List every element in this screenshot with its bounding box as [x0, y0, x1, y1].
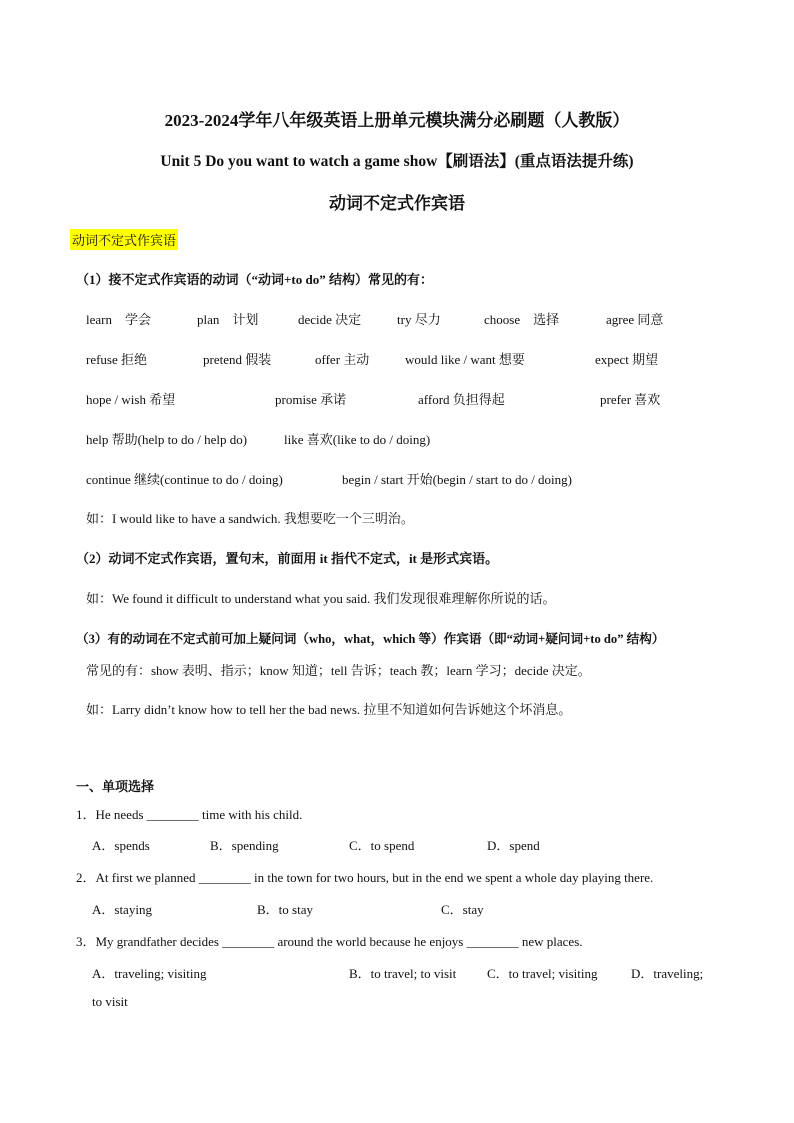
option-a[interactable]: A．spends	[92, 838, 150, 853]
option-b[interactable]: B．to stay	[257, 902, 313, 917]
verb-item: plan 计划	[197, 312, 259, 327]
option-c[interactable]: C．to spend	[349, 838, 415, 853]
verb-item: begin / start 开始(begin / start to do / doing)	[342, 472, 572, 487]
option-a[interactable]: A．staying	[92, 902, 152, 917]
point3-heading: （3）有的动词在不定式前可加上疑问词（who，what，which 等）作宾语（即“动词+疑问词+to do” 结构）	[76, 632, 665, 646]
verb-item: choose 选择	[484, 312, 560, 327]
option-d-continuation: to visit	[92, 994, 128, 1009]
verb-item: agree 同意	[606, 312, 664, 327]
verb-item: would like / want 想要	[405, 352, 525, 367]
point2-example: 如：We found it difficult to understand what you said. 我们发现很难理解你所说的话。	[86, 591, 556, 606]
option-c[interactable]: C．stay	[441, 902, 484, 917]
option-d[interactable]: D．traveling;	[631, 966, 704, 981]
option-d[interactable]: D．spend	[487, 838, 540, 853]
document-subtitle: Unit 5 Do you want to watch a game show【刷语法】(重点语法提升练)	[160, 153, 634, 170]
verb-item: pretend 假装	[203, 352, 272, 367]
point2-heading: （2）动词不定式作宾语，置句末，前面用 it 指代不定式，it 是形式宾语。	[76, 551, 499, 566]
verb-item: refuse 拒绝	[86, 352, 148, 367]
point1-heading: （1）接不定式作宾语的动词（“动词+to do” 结构）常见的有：	[76, 272, 433, 287]
point3-common: 常见的有：show 表明、指示；know 知道；tell 告诉；teach 教；learn 学习；decide 决定。	[86, 663, 591, 678]
verb-item: try 尽力	[397, 312, 441, 327]
verb-item: learn 学会	[86, 312, 151, 327]
question-stem: 2．At first we planned ________ in the town for two hours, but in the end we spent a whole day playing there.	[76, 870, 654, 885]
verb-item: offer 主动	[315, 352, 370, 367]
question-stem: 3．My grandfather decides ________ around the world because he enjoys ________ new places.	[76, 934, 583, 949]
verb-item: promise 承诺	[275, 392, 347, 407]
verb-item: afford 负担得起	[418, 392, 505, 407]
question-stem: 1．He needs ________ time with his child.	[76, 807, 303, 822]
verb-item: decide 决定	[298, 312, 362, 327]
verb-item: expect 期望	[595, 352, 659, 367]
verb-item: like 喜欢(like to do / doing)	[284, 432, 431, 447]
option-a[interactable]: A．traveling; visiting	[92, 966, 207, 981]
verb-item: continue 继续(continue to do / doing)	[86, 472, 283, 487]
option-b[interactable]: B．spending	[210, 838, 279, 853]
point1-example: 如：I would like to have a sandwich. 我想要吃一个三明治。	[86, 511, 414, 526]
option-c[interactable]: C．to travel; visiting	[487, 966, 598, 981]
verb-item: hope / wish 希望	[86, 392, 176, 407]
topic-title: 动词不定式作宾语	[329, 194, 465, 213]
option-b[interactable]: B．to travel; to visit	[349, 966, 457, 981]
point3-example: 如：Larry didn’t know how to tell her the bad news. 拉里不知道如何告诉她这个坏消息。	[86, 702, 572, 717]
section-label-highlight: 动词不定式作宾语	[70, 229, 178, 250]
document-title: 2023-2024学年八年级英语上册单元模块满分必刷题（人教版）	[164, 111, 630, 130]
verb-item: help 帮助(help to do / help do)	[86, 432, 248, 447]
verb-item: prefer 喜欢	[600, 392, 661, 407]
exercise-heading: 一、单项选择	[76, 779, 155, 794]
